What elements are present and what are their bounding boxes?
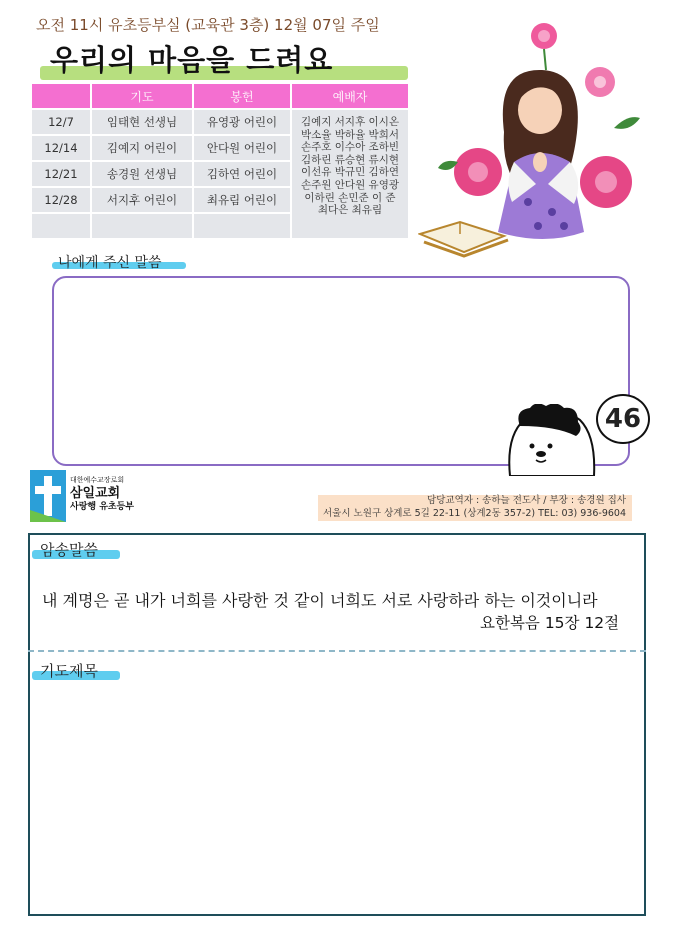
worshippers-cell — [292, 110, 408, 238]
service-info: 오전 11시 유초등부실 (교육관 3층) 12월 07일 주일 — [36, 16, 380, 34]
worshipper-line: 손주호 이수아 조하빈 — [301, 141, 399, 154]
prayer-cell: 김예지 어린이 — [92, 136, 192, 160]
flower-icon — [585, 67, 615, 97]
denomination-label: 대한예수교장로회 — [70, 476, 125, 484]
prayer-topics-area[interactable] — [32, 690, 642, 910]
flower-icon — [454, 148, 502, 196]
title-block — [40, 38, 410, 82]
contact-line-staff: 담당교역자 : 송하늘 전도사 / 부장 : 송경원 집사 — [427, 495, 626, 506]
offering-cell: 유영광 어린이 — [194, 110, 290, 134]
schedule-table — [30, 82, 410, 240]
worshipper-line: 김예지 서지후 이시온 — [301, 116, 399, 128]
memory-verse-text: 내 계명은 곧 내가 너희를 사랑한 것 같이 너희도 서로 사랑하라 하는 이것이니라 — [42, 591, 598, 610]
girl-figure — [498, 70, 584, 239]
bear-mascot-icon — [506, 404, 598, 476]
header-cell-worshippers: 예배자 — [292, 84, 408, 108]
date-cell: 12/14 — [32, 136, 90, 160]
section-divider — [28, 650, 646, 652]
worshipper-line: 최다은 최유림 — [317, 204, 383, 217]
offering-cell: 최유림 어린이 — [194, 188, 290, 212]
prayer-cell: 송경원 선생님 — [92, 162, 192, 186]
church-cross-logo-icon — [30, 470, 66, 522]
word-section-label: 나에게 주신 말씀 — [58, 255, 162, 271]
flower-icon — [531, 23, 557, 70]
memory-verse-label: 암송말씀 — [40, 541, 98, 559]
leaf-icon — [614, 117, 640, 129]
header-cell-prayer: 기도 — [92, 84, 192, 108]
empty-cell — [32, 214, 90, 238]
church-logo-text — [70, 474, 134, 513]
memory-verse-reference: 요한복음 15장 12절 — [480, 614, 620, 632]
worshipper-line: 김하린 류승현 류시현 — [301, 153, 399, 166]
worshipper-line: 박소율 박하율 박희서 — [301, 128, 399, 141]
contact-info — [318, 495, 632, 521]
empty-cell — [92, 214, 192, 238]
table-row — [32, 110, 408, 134]
worshipper-line: 손주원 안다원 유영광 — [301, 178, 399, 191]
worshipper-line: 이선유 박규민 김하연 — [301, 166, 399, 179]
prayer-cell: 서지후 어린이 — [92, 188, 192, 212]
table-header-row — [32, 84, 408, 108]
offering-cell: 안다원 어린이 — [194, 136, 290, 160]
header-cell-offering: 봉헌 — [194, 84, 290, 108]
church-name: 삼일교회 — [70, 486, 121, 501]
page-title: 우리의 마음을 드려요 — [50, 43, 334, 77]
contact-line-address: 서울시 노원구 상계로 5길 22-11 (상계2동 357-2) TEL: 03) 936-9604 — [322, 507, 626, 519]
prayer-cell: 임태현 선생님 — [92, 110, 192, 134]
header-cell-date — [32, 84, 90, 108]
worshipper-line: 이하린 손민준 이 준 — [304, 191, 396, 204]
date-cell: 12/21 — [32, 162, 90, 186]
date-cell: 12/7 — [32, 110, 90, 134]
prayer-topics-label: 기도제목 — [40, 662, 98, 680]
praying-girl-illustration — [418, 12, 658, 262]
flower-icon — [580, 156, 632, 208]
empty-cell — [194, 214, 290, 238]
department-name: 사랑행 유초등부 — [70, 502, 134, 512]
date-cell: 12/28 — [32, 188, 90, 212]
offering-cell: 김하연 어린이 — [194, 162, 290, 186]
page-number-badge: 46 — [596, 394, 650, 444]
bible-icon — [420, 222, 508, 256]
